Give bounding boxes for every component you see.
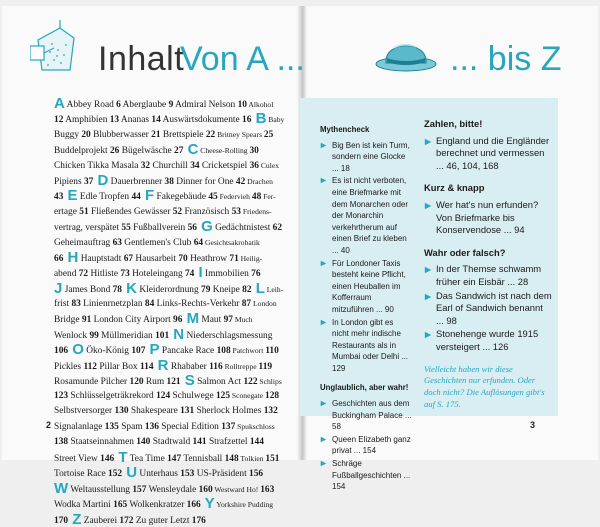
index-page-number: 27 (174, 146, 184, 157)
index-entry: Special Edition (158, 422, 222, 433)
index-entry: frist (54, 299, 72, 310)
index-letter: U (122, 465, 138, 481)
index-line (54, 235, 284, 250)
index-entry: Hitliste (88, 269, 121, 280)
triangle-bullet-icon (320, 260, 327, 267)
index-page-number: 128 (265, 391, 280, 402)
index-entry: Öko-König (83, 346, 132, 357)
index-entry: Wodka Martini (54, 500, 114, 511)
index-page-number: 165 (113, 500, 128, 511)
alphabetical-index (54, 96, 284, 527)
index-page-number: 138 (54, 436, 69, 447)
index-entry: Ananas (119, 115, 152, 126)
index-line (54, 250, 284, 265)
index-line (54, 358, 284, 373)
index-entry: Street View (54, 453, 101, 464)
index-page-number: 71 (229, 253, 239, 264)
panel-section (320, 382, 412, 492)
list-item (320, 175, 412, 256)
list-item-text: Queen Elizabeth ganz privat ... 154 (332, 434, 411, 456)
index-letter: B (251, 111, 267, 127)
index-line (54, 173, 284, 188)
index-page-number: 108 (216, 346, 231, 357)
list-item (320, 398, 412, 433)
index-line (54, 281, 284, 296)
index-entry: Fakegebäude (154, 192, 209, 203)
index-entry: Edle Tropfen (77, 192, 132, 203)
index-letter: O (68, 342, 84, 358)
index-line (54, 450, 284, 465)
triangle-bullet-icon (424, 202, 432, 210)
index-page-number: 9 (168, 100, 174, 110)
list-item (424, 135, 552, 173)
panel-section (424, 247, 552, 354)
index-entry: Bügelwäsche (119, 146, 175, 157)
index-entry: Westward Ho! (212, 484, 261, 494)
index-page-number: 34 (190, 160, 200, 171)
index-entry: Signalanlage (54, 422, 105, 433)
index-line (54, 311, 284, 326)
index-page-number: 79 (201, 284, 211, 295)
index-letter: W (54, 480, 69, 497)
list-item-text: In London gibt es nicht mehr indische Restaurants als in Mumbai oder Delhi ... 129 (332, 317, 409, 373)
index-page-number: 51 (79, 206, 89, 217)
triangle-bullet-icon (424, 266, 432, 274)
index-entry: Fließendes Gewässer (88, 206, 173, 217)
index-entry: Links-Rechts-Verkehr (154, 299, 242, 310)
index-page-number: 157 (132, 484, 147, 495)
list-item-text: Stonehenge wurde 1915 versteigert ... 126 (436, 328, 539, 352)
index-page-number: 153 (180, 469, 195, 480)
list-item (320, 258, 412, 316)
index-line (54, 142, 284, 157)
index-entry: Wolkenkratzer (127, 500, 187, 511)
index-page-number: 120 (129, 377, 144, 388)
index-page-number: 56 (187, 223, 197, 234)
index-page-number: 96 (173, 315, 183, 326)
list-item-text: Schräge Fußballgeschichten ... 154 (332, 459, 411, 492)
index-page-number: 43 (54, 192, 64, 203)
index-letter: L (251, 280, 265, 297)
index-page-number: 87 (241, 299, 252, 310)
index-entry: Fer- (261, 192, 276, 202)
index-page-number: 121 (166, 377, 181, 388)
index-entry: Chicken Tikka Masala (54, 160, 141, 171)
index-letter: C (183, 142, 199, 158)
index-entry: Spam (118, 422, 145, 433)
index-page-number: 64 (193, 237, 204, 248)
index-entry: Churchill (150, 160, 191, 171)
index-letter: H (63, 249, 79, 266)
index-page-number: 44 (131, 192, 141, 203)
section-title: Unglaublich, aber wahr! (320, 383, 409, 393)
index-letter: D (93, 172, 109, 189)
index-page-number: 6 (116, 100, 121, 110)
list-item (320, 434, 412, 457)
index-entry: Baby (266, 115, 284, 125)
index-page-number: 146 (100, 453, 115, 464)
index-entry: Niederschlagsmessung (184, 330, 273, 341)
index-entry: Tennisball (181, 453, 225, 464)
list-item-text: Es ist nicht verboten, eine Briefmarke mit dem Monarchen oder der Monarchin verkehrtherum auf einen Brief zu kleben ... 40 (332, 176, 409, 255)
index-entry: Drachen (245, 176, 273, 186)
index-entry: Buggy (54, 129, 82, 140)
index-letter: I (194, 265, 203, 281)
index-page-number: 67 (123, 253, 134, 264)
index-page-number: 26 (109, 146, 120, 157)
triangle-bullet-icon (424, 331, 432, 339)
panel-note: Vielleicht haben wir diese Geschichten nur erfunden. Oder doch nicht? Die Auflösungen gibt's auf S. 175. (424, 363, 545, 409)
index-letter: K (121, 280, 137, 297)
index-letter: T (114, 449, 128, 466)
index-entry: Tortoise Race (54, 469, 109, 480)
index-page-number: 152 (108, 469, 123, 480)
index-page-number: 30 (249, 146, 259, 157)
index-entry: Buddelprojekt (54, 146, 110, 157)
index-entry: Federvieh (217, 192, 252, 202)
index-entry: Auswärtsdokumente (160, 115, 243, 126)
index-page-number: 170 (54, 515, 69, 526)
index-line (54, 435, 284, 450)
index-entry: Strafzettel (206, 436, 250, 447)
index-line (54, 96, 284, 111)
index-letter: M (182, 311, 200, 327)
title-accent: Von A ... (180, 40, 305, 78)
index-page-number: 76 (251, 269, 261, 280)
index-page-number: 114 (139, 361, 154, 372)
index-page-number: 37 (83, 176, 94, 187)
index-entry: Gedächtnistest (212, 223, 273, 234)
index-line (54, 219, 284, 234)
index-page-number: 136 (144, 422, 159, 433)
index-line (54, 127, 284, 142)
teabag-icon (30, 20, 82, 74)
index-letter: E (63, 188, 78, 204)
index-entry: Culex (258, 160, 279, 170)
index-entry: Blubberwasser (90, 129, 152, 140)
list-item (424, 263, 552, 288)
index-page-number: 123 (54, 391, 69, 402)
index-entry: Zu guter Letzt (133, 515, 192, 526)
index-entry: Cricketspiel (199, 160, 250, 171)
index-page-number: 83 (71, 299, 81, 310)
index-entry: Schulwege (170, 391, 216, 402)
index-entry: Kneipe (210, 284, 243, 295)
index-page-number: 119 (258, 361, 273, 372)
index-line (54, 158, 284, 173)
index-entry: Yorkshire Pudding (214, 500, 274, 510)
index-page-number: 78 (112, 284, 122, 295)
index-entry: London (251, 299, 277, 309)
index-entry: Pillar Box (96, 361, 140, 372)
index-entry: Gentlemen's Club (121, 237, 194, 248)
index-line (54, 204, 284, 219)
index-letter: Z (68, 511, 82, 527)
index-line (54, 373, 284, 388)
index-entry: Staatseinnahmen (68, 436, 137, 447)
index-entry: Alkohol (246, 100, 274, 109)
index-page-number: 66 (54, 253, 64, 264)
index-page-number: 45 (208, 192, 218, 203)
index-entry: Tolkien (238, 453, 266, 463)
index-entry: Brettspiele (160, 129, 206, 140)
index-page-number: 131 (180, 405, 195, 416)
index-entry: Tea Time (127, 453, 168, 464)
triangle-bullet-icon (320, 142, 327, 149)
page-number-left: 2 (46, 420, 52, 430)
index-page-number: 112 (83, 361, 97, 372)
index-page-number: 151 (265, 453, 280, 464)
index-page-number: 144 (249, 436, 264, 447)
page-number-right: 3 (530, 420, 536, 430)
list-item (424, 290, 552, 328)
index-page-number: 172 (119, 515, 134, 526)
list-item (320, 458, 412, 493)
index-entry: Wensleydale (146, 484, 199, 495)
index-entry: Admiral Nelson (173, 100, 238, 110)
index-page-number: 82 (242, 284, 252, 295)
triangle-bullet-icon (320, 177, 327, 184)
index-entry: Linienrnetzplan (80, 299, 145, 310)
index-page-number: 20 (81, 129, 91, 140)
index-entry: London City Airport (91, 315, 174, 326)
index-page-number: 101 (155, 330, 170, 341)
index-letter: P (145, 342, 160, 358)
index-entry: ertage (54, 206, 80, 217)
index-entry: Rum (143, 377, 167, 388)
triangle-bullet-icon (424, 293, 432, 301)
index-entry: Müllmeridian (98, 330, 156, 341)
index-entry: Sherlock Holmes (194, 405, 264, 416)
panel-section (320, 124, 412, 374)
index-letter: F (140, 188, 155, 204)
index-entry: Abbey Road (64, 100, 117, 110)
index-entry: Dauerbrenner (108, 176, 165, 187)
index-entry: Kleiderordnung (136, 284, 202, 295)
index-page-number: 147 (167, 453, 182, 464)
panel-column-right (424, 118, 552, 411)
index-letter: R (153, 357, 169, 374)
index-entry: Maut (199, 315, 224, 326)
index-page-number: 140 (136, 436, 151, 447)
index-page-number: 74 (184, 269, 195, 280)
index-page-number: 132 (263, 405, 278, 416)
index-page-number: 36 (249, 160, 259, 171)
index-entry: Weltausstellung (68, 484, 133, 495)
list-item-text: Das Sandwich ist nach dem Earl of Sandwich benannt ... 98 (436, 289, 552, 326)
index-letter: J (54, 280, 63, 297)
index-entry: Hauptstadt (78, 253, 124, 264)
index-page-number: 160 (198, 484, 213, 495)
index-entry: Dinner for One (173, 176, 236, 187)
section-title: Mythencheck (320, 125, 370, 134)
index-page-number: 97 (223, 315, 233, 326)
list-item (320, 317, 412, 375)
list-item (320, 140, 412, 175)
triangle-bullet-icon (320, 436, 327, 443)
index-page-number: 107 (131, 346, 146, 357)
index-line (54, 404, 284, 419)
panel-section (424, 118, 552, 172)
index-entry: Hoteleingang (129, 269, 185, 280)
index-page-number: 70 (178, 253, 188, 264)
index-entry: Sconegate (230, 391, 266, 401)
index-letter: G (196, 219, 213, 235)
index-page-number: 55 (121, 223, 131, 234)
index-entry: Gesichtsakrobatik (203, 237, 260, 247)
index-line (54, 465, 284, 480)
index-entry: Stadtwald (150, 436, 193, 447)
index-entry: Salmon Act (194, 377, 244, 388)
index-entry: Rhababer (168, 361, 210, 372)
index-page-number: 10 (237, 100, 247, 110)
index-entry: Friedens- (240, 206, 272, 216)
title-right: ... bis Z (450, 40, 562, 78)
index-line (54, 265, 284, 280)
index-page-number: 148 (224, 453, 239, 464)
index-page-number: 25 (263, 129, 274, 140)
index-line (54, 111, 284, 126)
index-page-number: 38 (164, 176, 174, 187)
index-page-number: 156 (249, 469, 264, 480)
index-page-number: 99 (89, 330, 99, 341)
index-entry: Rosamunde Pilcher (54, 377, 130, 388)
list-item-text: Big Ben ist kein Turm, sondern eine Glocke ... 18 (332, 140, 410, 173)
index-page-number: 72 (78, 269, 89, 280)
index-entry: Pancake Race (159, 346, 217, 357)
triangle-bullet-icon (320, 400, 327, 407)
index-entry: Cheese-Rolling (198, 146, 250, 156)
index-entry: Hausarbeit (133, 253, 179, 264)
index-page-number: 122 (243, 377, 258, 388)
index-letter: A (54, 96, 65, 112)
index-entry: Aberglaube (120, 100, 169, 110)
index-entry: Bridge (54, 315, 82, 326)
triangle-bullet-icon (320, 319, 327, 326)
index-page-number: 13 (109, 115, 120, 126)
index-page-number: 73 (120, 269, 130, 280)
index-entry: Patchwort (230, 346, 266, 356)
index-entry: Pipiens (54, 176, 84, 187)
index-entry: James Bond (62, 284, 113, 295)
index-page-number: 141 (192, 436, 207, 447)
index-entry: Spukschloss (235, 422, 275, 432)
index-entry: Schlips (257, 377, 282, 387)
index-entry: Heilig- (238, 253, 263, 263)
index-page-number: 84 (144, 299, 155, 310)
list-item-text: Geschichten aus dem Buckingham Palace ... 58 (332, 399, 412, 432)
index-page-number: 63 (112, 237, 122, 248)
index-letter: S (180, 373, 195, 389)
index-page-number: 137 (221, 422, 236, 433)
index-page-number: 163 (260, 484, 275, 495)
index-page-number: 48 (251, 192, 262, 203)
index-page-number: 42 (235, 176, 246, 187)
index-entry: Britney Spears (215, 129, 264, 139)
page-title: Inhalt (98, 40, 185, 78)
list-item-text: In der Themse schwamm früher ein Eisbär ... 28 (436, 263, 542, 287)
list-item (424, 199, 552, 237)
index-entry: Much (232, 315, 253, 325)
index-page-number: 22 (205, 129, 216, 140)
section-title: Wahr oder falsch? (424, 246, 506, 258)
index-page-number: 53 (231, 206, 241, 217)
index-letter: Y (200, 496, 215, 512)
index-entry: vertrag, verspätet (54, 223, 122, 234)
index-line (54, 296, 284, 311)
index-line (54, 188, 284, 203)
index-page-number: 106 (54, 346, 69, 357)
index-entry: Selbstversorger (54, 405, 115, 416)
index-page-number: 125 (215, 391, 231, 402)
index-line (54, 342, 284, 357)
index-entry: Schlüsselgeträkrekord (68, 391, 157, 402)
index-page-number: 32 (140, 160, 151, 171)
panel-column-left (320, 124, 412, 501)
list-item-text: Für Londoner Taxis besteht keine Pflicht, einen Heuballen im Kofferraum mitzuführen ... 90 (332, 258, 406, 314)
index-entry: Unterhaus (137, 469, 181, 480)
index-entry: US-Präsident (194, 469, 250, 480)
index-line (54, 512, 284, 527)
list-item (424, 328, 552, 353)
index-entry: Französisch (182, 206, 232, 217)
index-entry: Geheimauftrag (54, 237, 113, 248)
index-line (54, 481, 284, 496)
list-item-text: Wer hat's nun erfunden? Von Briefmarke bis Konservendose ... 94 (436, 198, 539, 236)
index-line (54, 496, 284, 511)
index-entry: Fußballverein (130, 223, 188, 234)
index-page-number: 124 (156, 391, 171, 402)
section-title: Zahlen, bitte! (424, 118, 483, 129)
index-page-number: 166 (186, 500, 201, 511)
list-item-text: England und die Engländer berechnet und vermessen ... 46, 104, 168 (436, 134, 550, 171)
index-page-number: 62 (272, 223, 283, 234)
index-entry: Leih- (264, 284, 284, 294)
panel-section (424, 182, 552, 236)
index-entry: Zauberei (81, 515, 120, 526)
bowler-hat-icon (374, 30, 438, 74)
index-page-number: 110 (265, 346, 279, 357)
index-entry: Rolltreppe (222, 361, 259, 371)
index-page-number: 16 (242, 115, 252, 126)
index-page-number: 21 (151, 129, 161, 140)
index-page-number: 176 (191, 515, 206, 526)
index-page-number: 14 (151, 115, 161, 126)
index-entry: Immobilien (202, 269, 252, 280)
index-entry: Amphibien (63, 115, 110, 126)
index-entry: Shakespeare (128, 405, 181, 416)
index-line (54, 327, 284, 342)
index-entry: abend (54, 269, 79, 280)
index-line (54, 388, 284, 403)
index-line (54, 419, 284, 434)
index-page-number: 52 (172, 206, 183, 217)
index-entry: Heathrow (187, 253, 230, 264)
index-page-number: 116 (209, 361, 223, 372)
index-entry: Pickles (54, 361, 84, 372)
index-letter: N (169, 326, 185, 343)
index-page-number: 12 (54, 115, 64, 126)
index-entry: Wenlock (54, 330, 90, 341)
section-title: Kurz & knapp (424, 182, 485, 194)
index-page-number: 91 (81, 315, 92, 326)
triangle-bullet-icon (424, 138, 432, 146)
index-page-number: 135 (104, 422, 119, 433)
index-page-number: 130 (114, 405, 129, 416)
